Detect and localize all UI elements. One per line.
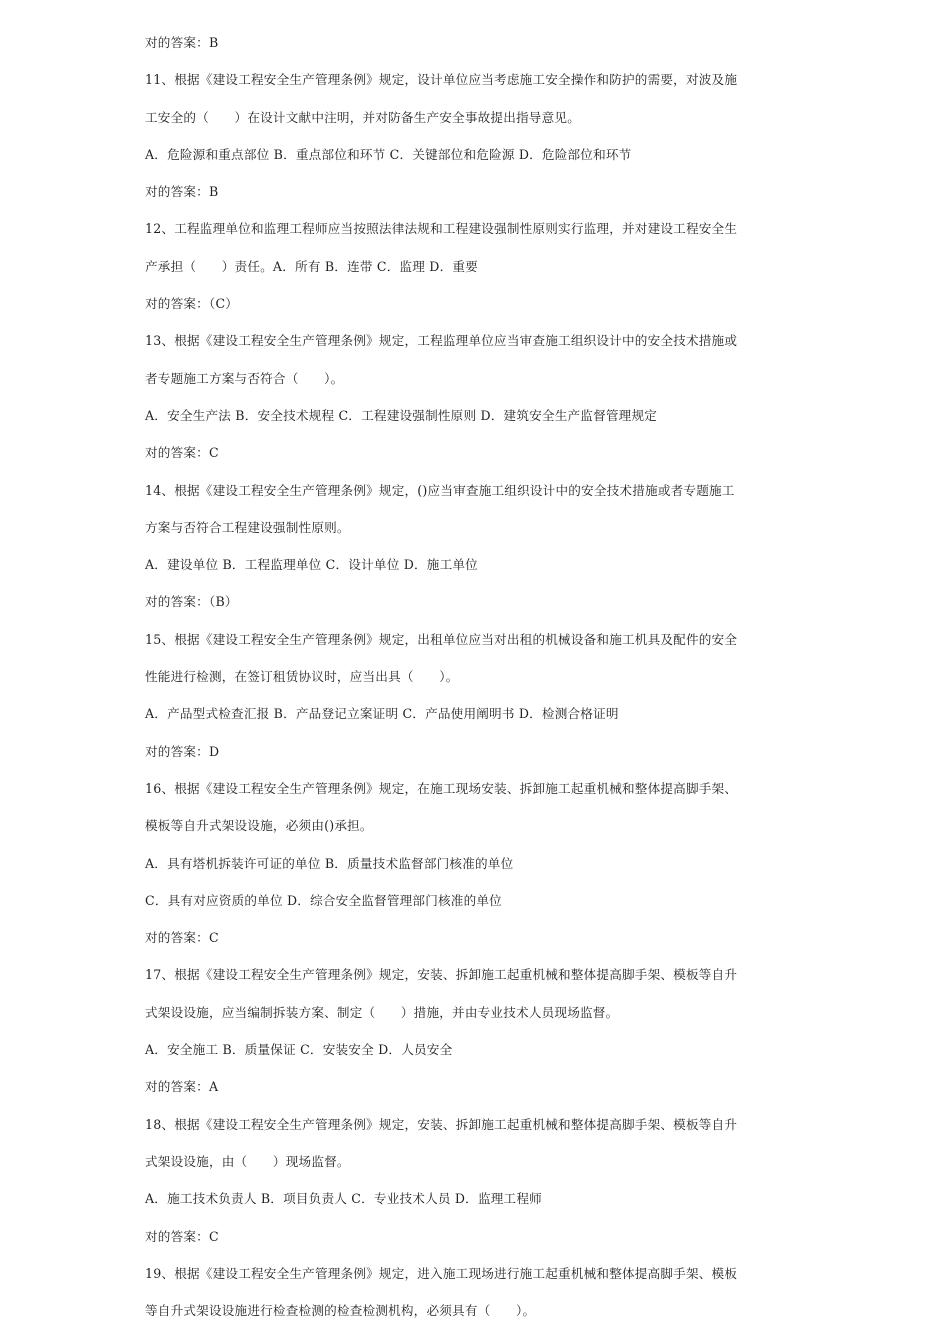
question-13-answer: 对的答案：C <box>145 445 219 461</box>
question-16-text: 16、根据《建设工程安全生产管理条例》规定，在施工现场安装、拆卸施工起重机械和整体提高脚手架、 <box>145 780 738 796</box>
question-15-text-cont: 性能进行检测，在签订租赁协议时，应当出具（ ）。 <box>145 669 459 685</box>
question-18-text: 18、根据《建设工程安全生产管理条例》规定，安装、拆卸施工起重机械和整体提高脚手架、模板等自升 <box>145 1116 738 1132</box>
question-14-options: A．建设单位 B．工程监理单位 C．设计单位 D．施工单位 <box>145 557 478 573</box>
question-15-answer: 对的答案：D <box>145 743 220 759</box>
question-17-text: 17、根据《建设工程安全生产管理条例》规定，安装、拆卸施工起重机械和整体提高脚手架、模板等自升 <box>145 967 738 983</box>
question-14-answer: 对的答案：（B） <box>145 594 238 610</box>
question-16-options-ab: A．具有塔机拆装许可证的单位 B．质量技术监督部门核准的单位 <box>145 855 514 871</box>
answer-line: 对的答案：B <box>145 35 219 50</box>
question-12-text: 12、工程监理单位和监理工程师应当按照法律法规和工程建设强制性原则实行监理，并对建设工程安全生 <box>145 221 738 237</box>
question-16-options-cd: C．具有对应资质的单位 D．综合安全监督管理部门核准的单位 <box>145 892 502 908</box>
question-17-text-cont: 式架设设施，应当编制拆装方案、制定（ ）措施，并由专业技术人员现场监督。 <box>145 1004 619 1020</box>
question-13-text-cont: 者专题施工方案与否符合（ ）。 <box>145 370 344 386</box>
question-12-answer: 对的答案：（C） <box>145 296 239 312</box>
question-17-options: A．安全施工 B．质量保证 C．安装安全 D．人员安全 <box>145 1042 453 1058</box>
question-15-text: 15、根据《建设工程安全生产管理条例》规定，出租单位应当对出租的机械设备和施工机具及配件的安全 <box>145 631 738 647</box>
question-15-options: A．产品型式检查汇报 B．产品登记立案证明 C．产品使用阐明书 D．检测合格证明 <box>145 706 619 722</box>
question-19-text-cont: 等自升式架设设施进行检查检测的检查检测机构，必须具有（ ）。 <box>145 1303 536 1319</box>
question-18-text-cont: 式架设设施，由（ ）现场监督。 <box>145 1153 350 1169</box>
question-13-text: 13、根据《建设工程安全生产管理条例》规定，工程监理单位应当审查施工组织设计中的安全技术措施或 <box>145 333 738 349</box>
question-19-text: 19、根据《建设工程安全生产管理条例》规定，进入施工现场进行施工起重机械和整体提高脚手架、模板 <box>145 1265 738 1281</box>
question-16-answer: 对的答案：C <box>145 930 219 946</box>
question-11-text: 11、根据《建设工程安全生产管理条例》规定，设计单位应当考虑施工安全操作和防护的需要，对波及施 <box>145 72 738 88</box>
document-page <box>145 30 810 1335</box>
question-12-text-cont: 产承担（ ）责任。A．所有 B．连带 C．监理 D．重要 <box>145 258 478 274</box>
question-14-text: 14、根据《建设工程安全生产管理条例》规定，()应当审查施工组织设计中的安全技术措施或者专题施工 <box>145 482 735 498</box>
question-13-options: A．安全生产法 B．安全技术规程 C．工程建设强制性原则 D．建筑安全生产监督管理规定 <box>145 407 658 423</box>
question-18-answer: 对的答案：C <box>145 1228 219 1244</box>
question-16-text-cont: 模板等自升式架设设施，必须由()承担。 <box>145 818 373 834</box>
question-11-options: A．危险源和重点部位 B．重点部位和环节 C．关键部位和危险源 D．危险部位和环节 <box>145 146 632 162</box>
question-17-answer: 对的答案：A <box>145 1079 219 1095</box>
question-11-answer: 对的答案：B <box>145 184 219 200</box>
question-14-text-cont: 方案与否符合工程建设强制性原则。 <box>145 519 350 535</box>
question-11-text-cont: 工安全的（ ）在设计文献中注明，并对防备生产安全事故提出指导意见。 <box>145 109 580 125</box>
question-18-options: A．施工技术负责人 B．项目负责人 C．专业技术人员 D．监理工程师 <box>145 1191 542 1207</box>
